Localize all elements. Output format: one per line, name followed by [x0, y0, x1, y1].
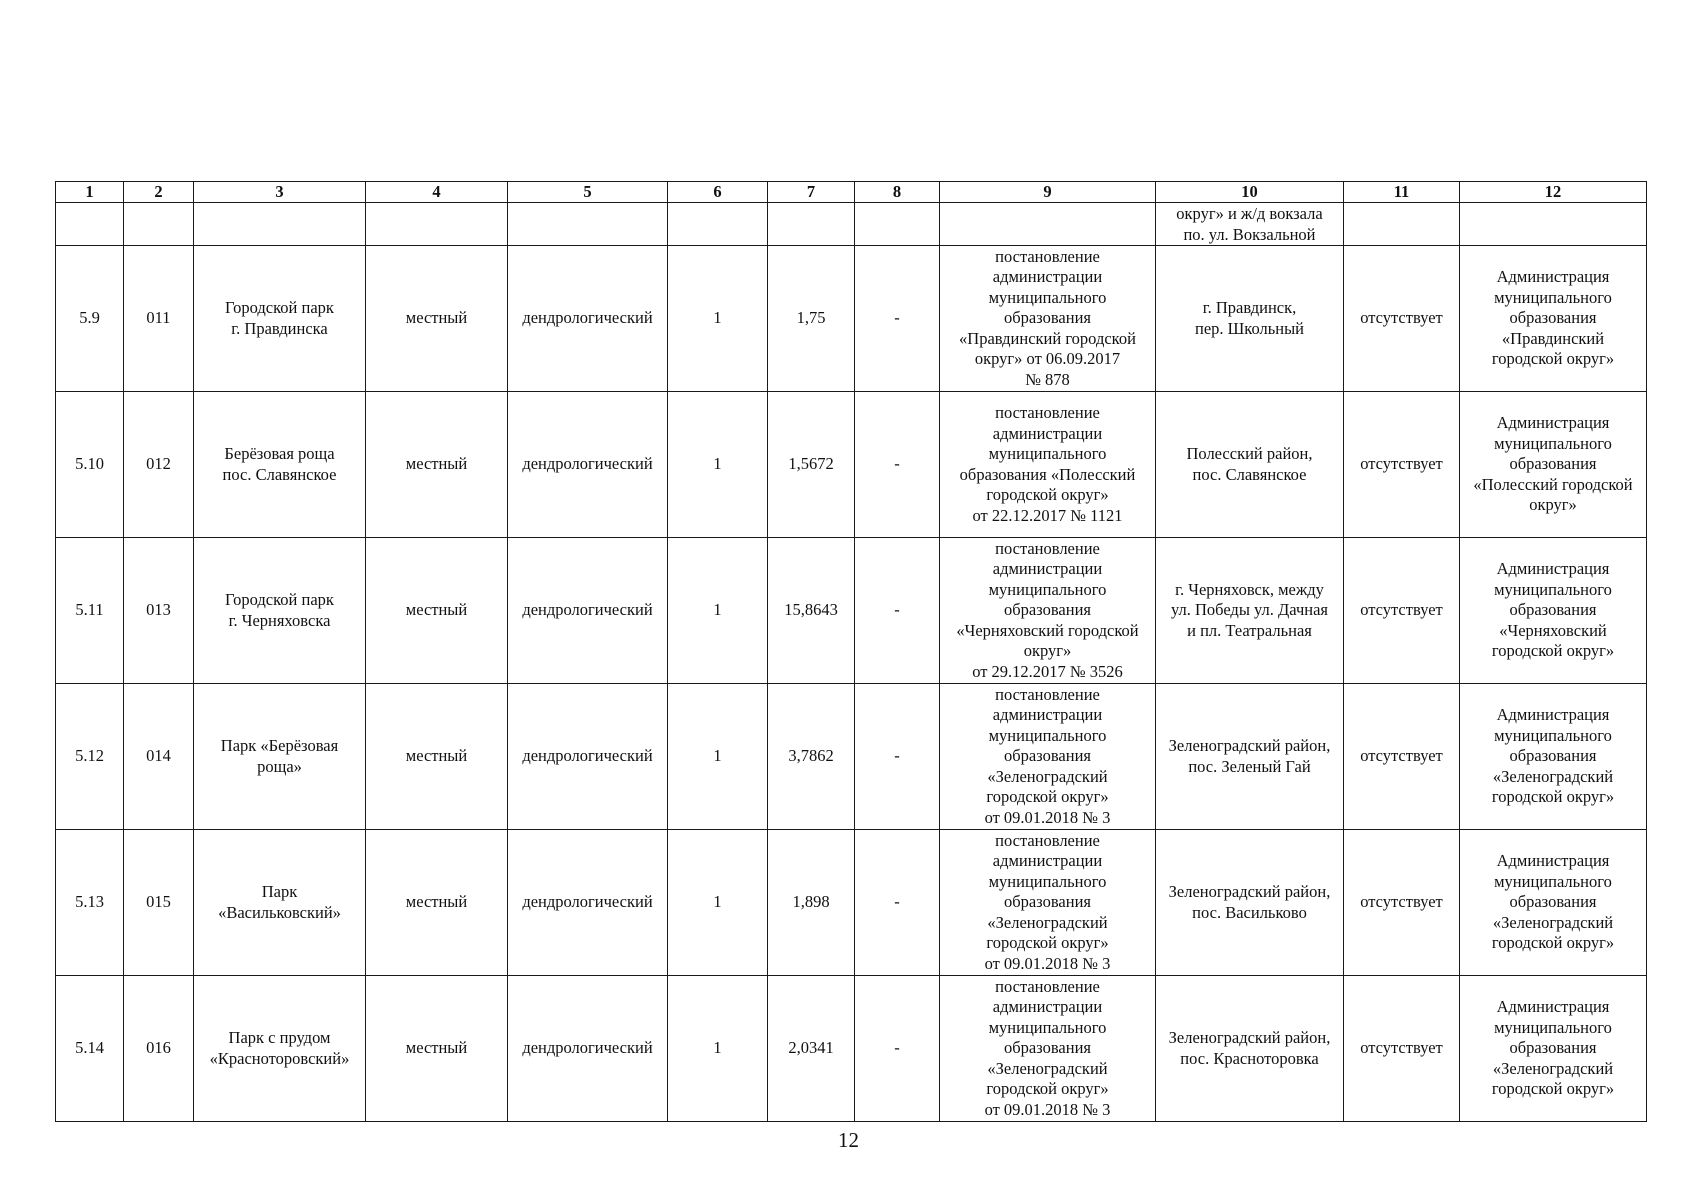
- table-cell: [366, 203, 508, 246]
- table-cell: [124, 392, 194, 538]
- cell-text: 011: [146, 308, 171, 328]
- cell-text: 5: [583, 182, 592, 201]
- cell-text: 12: [1544, 182, 1562, 201]
- cell-text: отсутствует: [1360, 308, 1443, 328]
- cell-text: 015: [146, 892, 171, 912]
- cell-text: Зеленоградский район, пос. Васильково: [1168, 882, 1331, 922]
- table-cell: [366, 976, 508, 1122]
- table-cell: [1156, 976, 1344, 1122]
- cell-text: -: [894, 892, 900, 912]
- cell-text: отсутствует: [1360, 454, 1443, 474]
- table-cell: [508, 203, 668, 246]
- cell-text: Администрация муниципального образования «Зеленоградский городской округ»: [1491, 705, 1615, 807]
- cell-text: дендрологический: [522, 308, 653, 328]
- table-cell: [508, 976, 668, 1122]
- protected-areas-table: [55, 181, 1647, 1122]
- table-cell: [56, 830, 124, 976]
- cell-text: 5.13: [75, 892, 104, 912]
- table-cell: [668, 203, 768, 246]
- cell-text: Городской парк г. Правдинска: [225, 298, 334, 338]
- table-cell: [855, 392, 940, 538]
- table-row: [56, 392, 1647, 538]
- table-cell: [56, 976, 124, 1122]
- cell-text: 012: [146, 454, 171, 474]
- cell-text: Администрация муниципального образования «Зеленоградский городской округ»: [1491, 997, 1615, 1099]
- table-cell: [668, 830, 768, 976]
- table-cell: [1344, 392, 1460, 538]
- table-cell: [768, 830, 855, 976]
- cell-text: местный: [405, 454, 468, 474]
- cell-text: Парк «Васильковский»: [218, 882, 341, 922]
- table-cell: [124, 182, 194, 203]
- table-cell: [508, 182, 668, 203]
- cell-text: 1: [713, 746, 722, 766]
- table-cell: [1344, 182, 1460, 203]
- table-cell: [194, 246, 366, 392]
- cell-text: постановление администрации муниципального образования «Зеленоградский городской округ» от 09.01.2018 № 3: [984, 976, 1111, 1119]
- table-cell: [768, 203, 855, 246]
- cell-text: постановление администрации муниципального образования «Зеленоградский городской округ» от 09.01.2018 № 3: [984, 830, 1111, 973]
- table-cell: [1460, 830, 1647, 976]
- table-cell: [668, 538, 768, 684]
- cell-text: отсутствует: [1360, 1038, 1443, 1058]
- cell-text: дендрологический: [522, 1038, 653, 1058]
- table-cell: [940, 182, 1156, 203]
- cell-text: местный: [405, 600, 468, 620]
- table-cell: [1156, 392, 1344, 538]
- table-cell: [56, 203, 124, 246]
- table-body: [56, 182, 1647, 1122]
- cell-text: г. Правдинск, пер. Школьный: [1194, 298, 1304, 338]
- cell-text: постановление администрации муниципального образования «Черняховский городской округ» от 29.12.2017 № 3526: [956, 538, 1139, 681]
- cell-text: 1: [713, 600, 722, 620]
- cell-text: -: [894, 454, 900, 474]
- cell-text: Администрация муниципального образования «Зеленоградский городской округ»: [1491, 851, 1615, 953]
- cell-text: дендрологический: [522, 454, 653, 474]
- cell-text: постановление администрации муниципального образования «Правдинский городской округ» от 06.09.2017 № 878: [959, 246, 1136, 389]
- cell-text: Зеленоградский район, пос. Зеленый Гай: [1168, 736, 1331, 776]
- cell-text: 1: [713, 308, 722, 328]
- cell-text: 5.14: [75, 1038, 104, 1058]
- cell-text: Берёзовая роща пос. Славянское: [222, 444, 337, 484]
- table-cell: [1460, 684, 1647, 830]
- cell-text: 1: [713, 1038, 722, 1058]
- table-cell: [1156, 538, 1344, 684]
- cell-text: 5.11: [75, 600, 104, 620]
- cell-text: дендрологический: [522, 892, 653, 912]
- table-row: [56, 246, 1647, 392]
- cell-text: 5.9: [79, 308, 100, 328]
- cell-text: 014: [146, 746, 171, 766]
- table-cell: [508, 684, 668, 830]
- cell-text: 1,5672: [788, 454, 834, 474]
- cell-text: 1: [85, 182, 94, 201]
- table-cell: [1344, 203, 1460, 246]
- cell-text: 9: [1043, 182, 1052, 201]
- table-cell: [366, 246, 508, 392]
- cell-text: -: [894, 746, 900, 766]
- table-cell: [194, 182, 366, 203]
- table-cell: [855, 182, 940, 203]
- table-cell: [508, 392, 668, 538]
- table-cell: [366, 392, 508, 538]
- table-cell: [668, 182, 768, 203]
- table-cell: [768, 538, 855, 684]
- cell-text: округ» и ж/д вокзала по. ул. Вокзальной: [1176, 204, 1323, 244]
- cell-text: 3,7862: [788, 746, 834, 766]
- table-cell: [56, 392, 124, 538]
- cell-text: дендрологический: [522, 746, 653, 766]
- cell-text: местный: [405, 892, 468, 912]
- cell-text: 1: [713, 454, 722, 474]
- table-cell: [668, 246, 768, 392]
- table-cell: [194, 976, 366, 1122]
- cell-text: отсутствует: [1360, 600, 1443, 620]
- table-cell: [855, 538, 940, 684]
- table-cell: [1460, 182, 1647, 203]
- table-cell: [855, 246, 940, 392]
- table-cell: [124, 246, 194, 392]
- cell-text: -: [894, 600, 900, 620]
- table-cell: [768, 976, 855, 1122]
- cell-text: 5.12: [75, 746, 104, 766]
- cell-text: Администрация муниципального образования «Полесский городской округ»: [1473, 413, 1633, 515]
- table-cell: [940, 203, 1156, 246]
- continuation-row: [56, 203, 1647, 246]
- cell-text: 1: [713, 892, 722, 912]
- table-cell: [1156, 182, 1344, 203]
- cell-text: Парк «Берёзовая роща»: [220, 736, 339, 776]
- cell-text: 1,75: [796, 308, 826, 328]
- table-cell: [1156, 830, 1344, 976]
- table-cell: [56, 182, 124, 203]
- cell-text: отсутствует: [1360, 892, 1443, 912]
- cell-text: местный: [405, 1038, 468, 1058]
- table-cell: [508, 830, 668, 976]
- table-cell: [1156, 203, 1344, 246]
- table-cell: [1156, 246, 1344, 392]
- table-cell: [366, 538, 508, 684]
- cell-text: отсутствует: [1360, 746, 1443, 766]
- cell-text: постановление администрации муниципального образования «Полесский городской округ» от 22.12.2017 № 1121: [959, 403, 1136, 525]
- table-row: [56, 830, 1647, 976]
- table-cell: [194, 538, 366, 684]
- table-cell: [940, 392, 1156, 538]
- cell-text: Администрация муниципального образования «Правдинский городской округ»: [1491, 267, 1615, 369]
- table-cell: [124, 684, 194, 830]
- table-cell: [668, 392, 768, 538]
- table-cell: [940, 830, 1156, 976]
- table-cell: [940, 684, 1156, 830]
- table-cell: [768, 246, 855, 392]
- cell-text: 6: [713, 182, 722, 201]
- table-cell: [194, 684, 366, 830]
- table-cell: [194, 203, 366, 246]
- cell-text: 1,898: [792, 892, 830, 912]
- table-cell: [508, 246, 668, 392]
- cell-text: 3: [275, 182, 284, 201]
- table-cell: [508, 538, 668, 684]
- cell-text: -: [894, 308, 900, 328]
- table-cell: [940, 976, 1156, 1122]
- cell-text: местный: [405, 746, 468, 766]
- table-cell: [1344, 830, 1460, 976]
- cell-text: 11: [1393, 182, 1410, 201]
- cell-text: Полесский район, пос. Славянское: [1186, 444, 1313, 484]
- cell-text: 016: [146, 1038, 171, 1058]
- table-cell: [366, 182, 508, 203]
- table-cell: [1344, 976, 1460, 1122]
- table-cell: [124, 203, 194, 246]
- header-row: [56, 182, 1647, 203]
- table-cell: [56, 684, 124, 830]
- cell-text: 5.10: [75, 454, 104, 474]
- table-cell: [56, 538, 124, 684]
- table-cell: [855, 203, 940, 246]
- table-cell: [1460, 976, 1647, 1122]
- cell-text: 8: [892, 182, 902, 201]
- cell-text: Городской парк г. Черняховска: [225, 590, 334, 630]
- table-cell: [768, 182, 855, 203]
- cell-text: 7: [806, 182, 816, 201]
- cell-text: 4: [432, 182, 441, 201]
- cell-text: 2,0341: [788, 1038, 834, 1058]
- cell-text: Зеленоградский район, пос. Красноторовка: [1168, 1028, 1331, 1068]
- table-cell: [1460, 392, 1647, 538]
- table-cell: [1460, 203, 1647, 246]
- table-cell: [1156, 684, 1344, 830]
- cell-text: 2: [154, 182, 163, 201]
- cell-text: Парк с прудом «Красноторовский»: [209, 1028, 350, 1068]
- table-cell: [855, 684, 940, 830]
- table-row: [56, 976, 1647, 1122]
- table-cell: [668, 976, 768, 1122]
- table-row: [56, 684, 1647, 830]
- table-cell: [940, 246, 1156, 392]
- cell-text: Администрация муниципального образования «Черняховский городской округ»: [1491, 559, 1615, 661]
- table-row: [56, 538, 1647, 684]
- cell-text: 15,8643: [784, 600, 838, 620]
- table-cell: [768, 684, 855, 830]
- cell-text: местный: [405, 308, 468, 328]
- table-cell: [668, 684, 768, 830]
- table-cell: [1344, 684, 1460, 830]
- table-cell: [1344, 538, 1460, 684]
- cell-text: г. Черняховск, между ул. Победы ул. Дачная и пл. Театральная: [1170, 579, 1329, 640]
- table-cell: [194, 830, 366, 976]
- cell-text: постановление администрации муниципального образования «Зеленоградский городской округ» от 09.01.2018 № 3: [984, 684, 1111, 827]
- table-cell: [194, 392, 366, 538]
- table-cell: [366, 684, 508, 830]
- table-cell: [124, 830, 194, 976]
- table-cell: [366, 830, 508, 976]
- table-cell: [768, 392, 855, 538]
- table-cell: [1460, 246, 1647, 392]
- cell-text: дендрологический: [522, 600, 653, 620]
- table-cell: [124, 538, 194, 684]
- page-number: 12: [838, 1128, 859, 1152]
- cell-text: 10: [1241, 182, 1258, 201]
- table-cell: [855, 976, 940, 1122]
- table-cell: [124, 976, 194, 1122]
- cell-text: -: [894, 1038, 900, 1058]
- table-cell: [1460, 538, 1647, 684]
- table-cell: [940, 538, 1156, 684]
- table-cell: [56, 246, 124, 392]
- table-cell: [855, 830, 940, 976]
- table-cell: [1344, 246, 1460, 392]
- cell-text: 013: [146, 600, 171, 620]
